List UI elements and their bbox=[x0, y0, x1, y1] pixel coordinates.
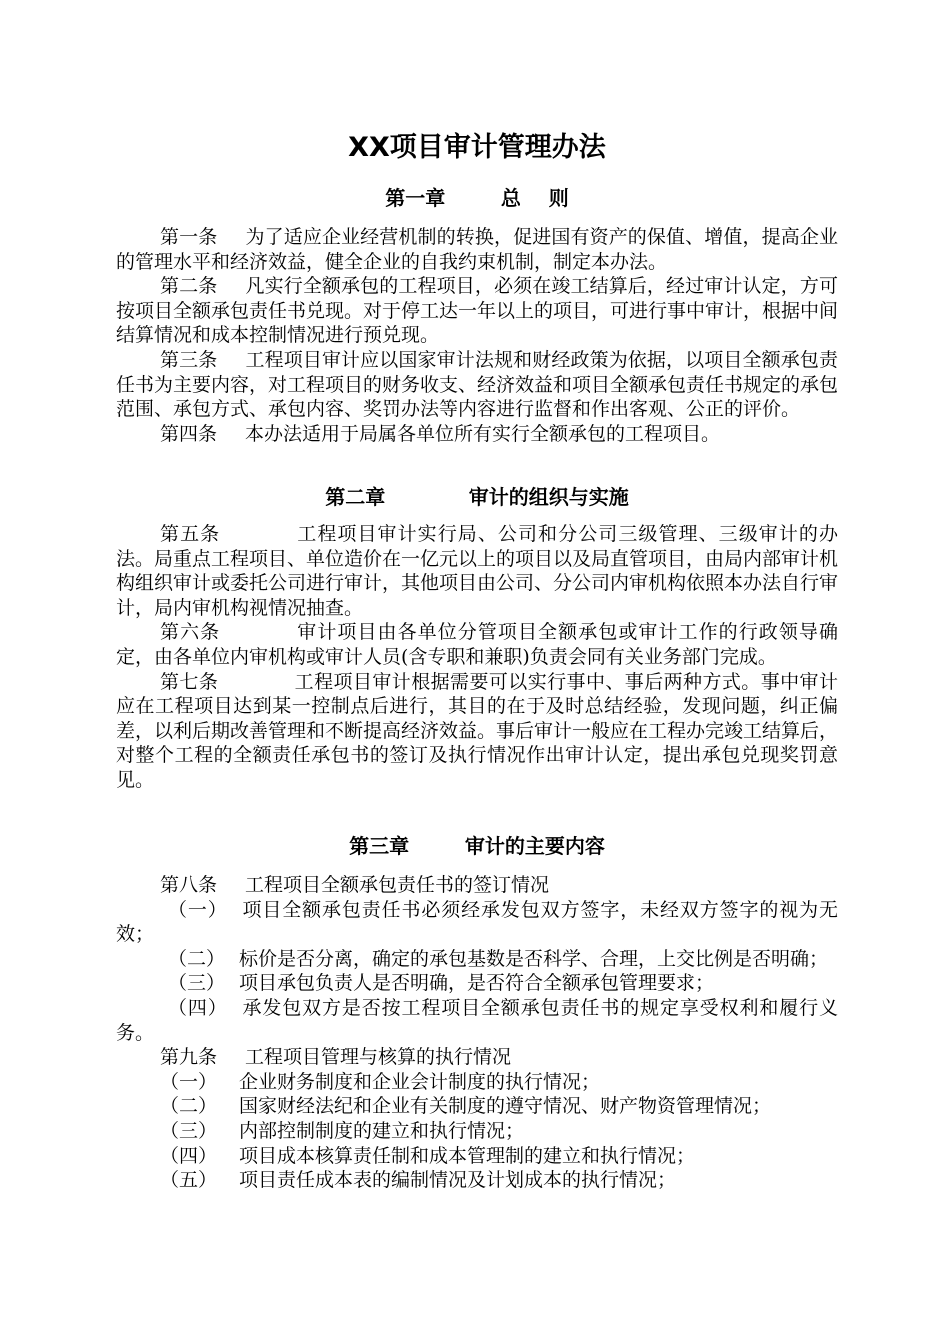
item-label: （五） bbox=[160, 1169, 218, 1192]
document-title: XX项目审计管理办法 bbox=[348, 132, 606, 163]
chapter-heading-2: 第二章 审计的组织与实施 bbox=[325, 485, 629, 509]
article-number: 第四条 bbox=[160, 422, 218, 445]
article-number: 第九条 bbox=[160, 1046, 218, 1069]
article-number: 第二条 bbox=[160, 275, 218, 298]
article-2 bbox=[116, 274, 838, 348]
article-3 bbox=[116, 348, 838, 422]
article-1 bbox=[116, 225, 838, 274]
item-label: （三） bbox=[160, 1119, 218, 1142]
chapter-3-body bbox=[116, 873, 838, 1193]
article-number: 第六条 bbox=[160, 621, 221, 644]
article-number: 第七条 bbox=[160, 670, 219, 693]
article-8 bbox=[116, 873, 838, 898]
article-9-item-2 bbox=[116, 1094, 838, 1119]
item-text: 承发包双方是否按工程项目全额承包责任书的规定享受权利和履行义务。 bbox=[116, 996, 838, 1044]
item-text: 项目承包负责人是否明确，是否符合全额承包管理要求； bbox=[239, 972, 715, 995]
article-text: 工程项目管理与核算的执行情况 bbox=[245, 1046, 512, 1069]
article-8-item-4 bbox=[116, 996, 838, 1045]
item-label: （四） bbox=[168, 996, 228, 1019]
item-text: 项目成本核算责任制和成本管理制的建立和执行情况； bbox=[239, 1144, 696, 1167]
chapter-2-body bbox=[116, 522, 838, 793]
item-label: （二） bbox=[160, 1095, 218, 1118]
chapter-heading-3: 第三章 审计的主要内容 bbox=[349, 834, 605, 858]
article-text: 工程项目审计应以国家审计法规和财经政策为依据，以项目全额承包责任书为主要内容，对工程项目的财务收支、经济效益和项目全额承包责任书规定的承包范围、承包方式、承包内容、奖罚办法等内容进行监督和作出客观、公正的评价。 bbox=[116, 348, 839, 421]
article-7 bbox=[116, 670, 838, 793]
chapter-1-body bbox=[116, 225, 838, 446]
article-text: 工程项目审计根据需要可以实行事中、事后两种方式。事中审计应在工程项目达到某一控制点后进行，其目的在于及时总结经验，发现问题，纠正偏差，以利后期改善管理和不断提高经济效益。事后审计一般应在工程办完竣工结算后，对整个工程的全额责任承包书的签订及执行情况作出审计认定，提出承包兑现奖罚意见。 bbox=[116, 670, 839, 791]
article-8-item-1 bbox=[116, 898, 838, 947]
item-text: 项目全额承包责任书必须经承发包双方签字，未经双方签字的视为无效； bbox=[116, 898, 838, 946]
article-6 bbox=[116, 620, 838, 669]
item-text: 项目责任成本表的编制情况及计划成本的执行情况； bbox=[239, 1169, 677, 1192]
article-number: 第五条 bbox=[160, 523, 221, 545]
article-text: 审计项目由各单位分管项目全额承包或审计工作的行政领导确定，由各单位内审机构或审计人员(含专职和兼职)负责会同有关业务部门完成。 bbox=[116, 621, 838, 668]
item-text: 内部控制制度的建立和执行情况； bbox=[239, 1119, 525, 1142]
article-text: 工程项目审计实行局、公司和分公司三级管理、三级审计的办法。局重点工程项目、单位造价在一亿元以上的项目以及局直管项目，由局内部审计机构组织审计或委托公司进行审计，其他项目由公司、分公司内审机构依照本办法自行审计，局内审机构视情况抽查。 bbox=[116, 523, 839, 619]
article-8-item-3 bbox=[116, 971, 838, 996]
article-number: 第三条 bbox=[160, 348, 218, 371]
item-label: （三） bbox=[168, 972, 226, 995]
item-label: （二） bbox=[168, 947, 226, 970]
article-text: 工程项目全额承包责任书的签订情况 bbox=[245, 874, 550, 896]
article-text: 本办法适用于局属各单位所有实行全额承包的工程项目。 bbox=[245, 422, 721, 445]
chapter-heading-1: 第一章 总 则 bbox=[385, 186, 569, 210]
article-5 bbox=[116, 522, 838, 620]
item-label: （一） bbox=[168, 898, 228, 921]
article-text: 为了适应企业经营机制的转换，促进国有资产的保值、增值，提高企业的管理水平和经济效益，健全企业的自我约束机制，制定本办法。 bbox=[116, 226, 838, 273]
article-number: 第一条 bbox=[160, 226, 218, 248]
item-label: （四） bbox=[160, 1144, 218, 1167]
article-9-item-5 bbox=[116, 1168, 838, 1193]
article-4 bbox=[116, 422, 838, 447]
item-text: 国家财经法纪和企业有关制度的遵守情况、财产物资管理情况； bbox=[239, 1095, 772, 1118]
article-9-item-3 bbox=[116, 1119, 838, 1144]
article-9 bbox=[116, 1045, 838, 1070]
article-9-item-4 bbox=[116, 1144, 838, 1169]
item-text: 标价是否分离，确定的承包基数是否科学、合理，上交比例是否明确； bbox=[239, 947, 829, 970]
article-text: 凡实行全额承包的工程项目，必须在竣工结算后，经过审计认定，方可按项目全额承包责任书兑现。对于停工达一年以上的项目，可进行事中审计，根据中间结算情况和成本控制情况进行预兑现。 bbox=[116, 275, 839, 347]
article-8-item-2 bbox=[116, 947, 838, 972]
article-9-item-1 bbox=[116, 1070, 838, 1095]
article-number: 第八条 bbox=[160, 874, 218, 896]
item-text: 企业财务制度和企业会计制度的执行情况； bbox=[239, 1070, 601, 1093]
item-label: （一） bbox=[160, 1070, 218, 1093]
